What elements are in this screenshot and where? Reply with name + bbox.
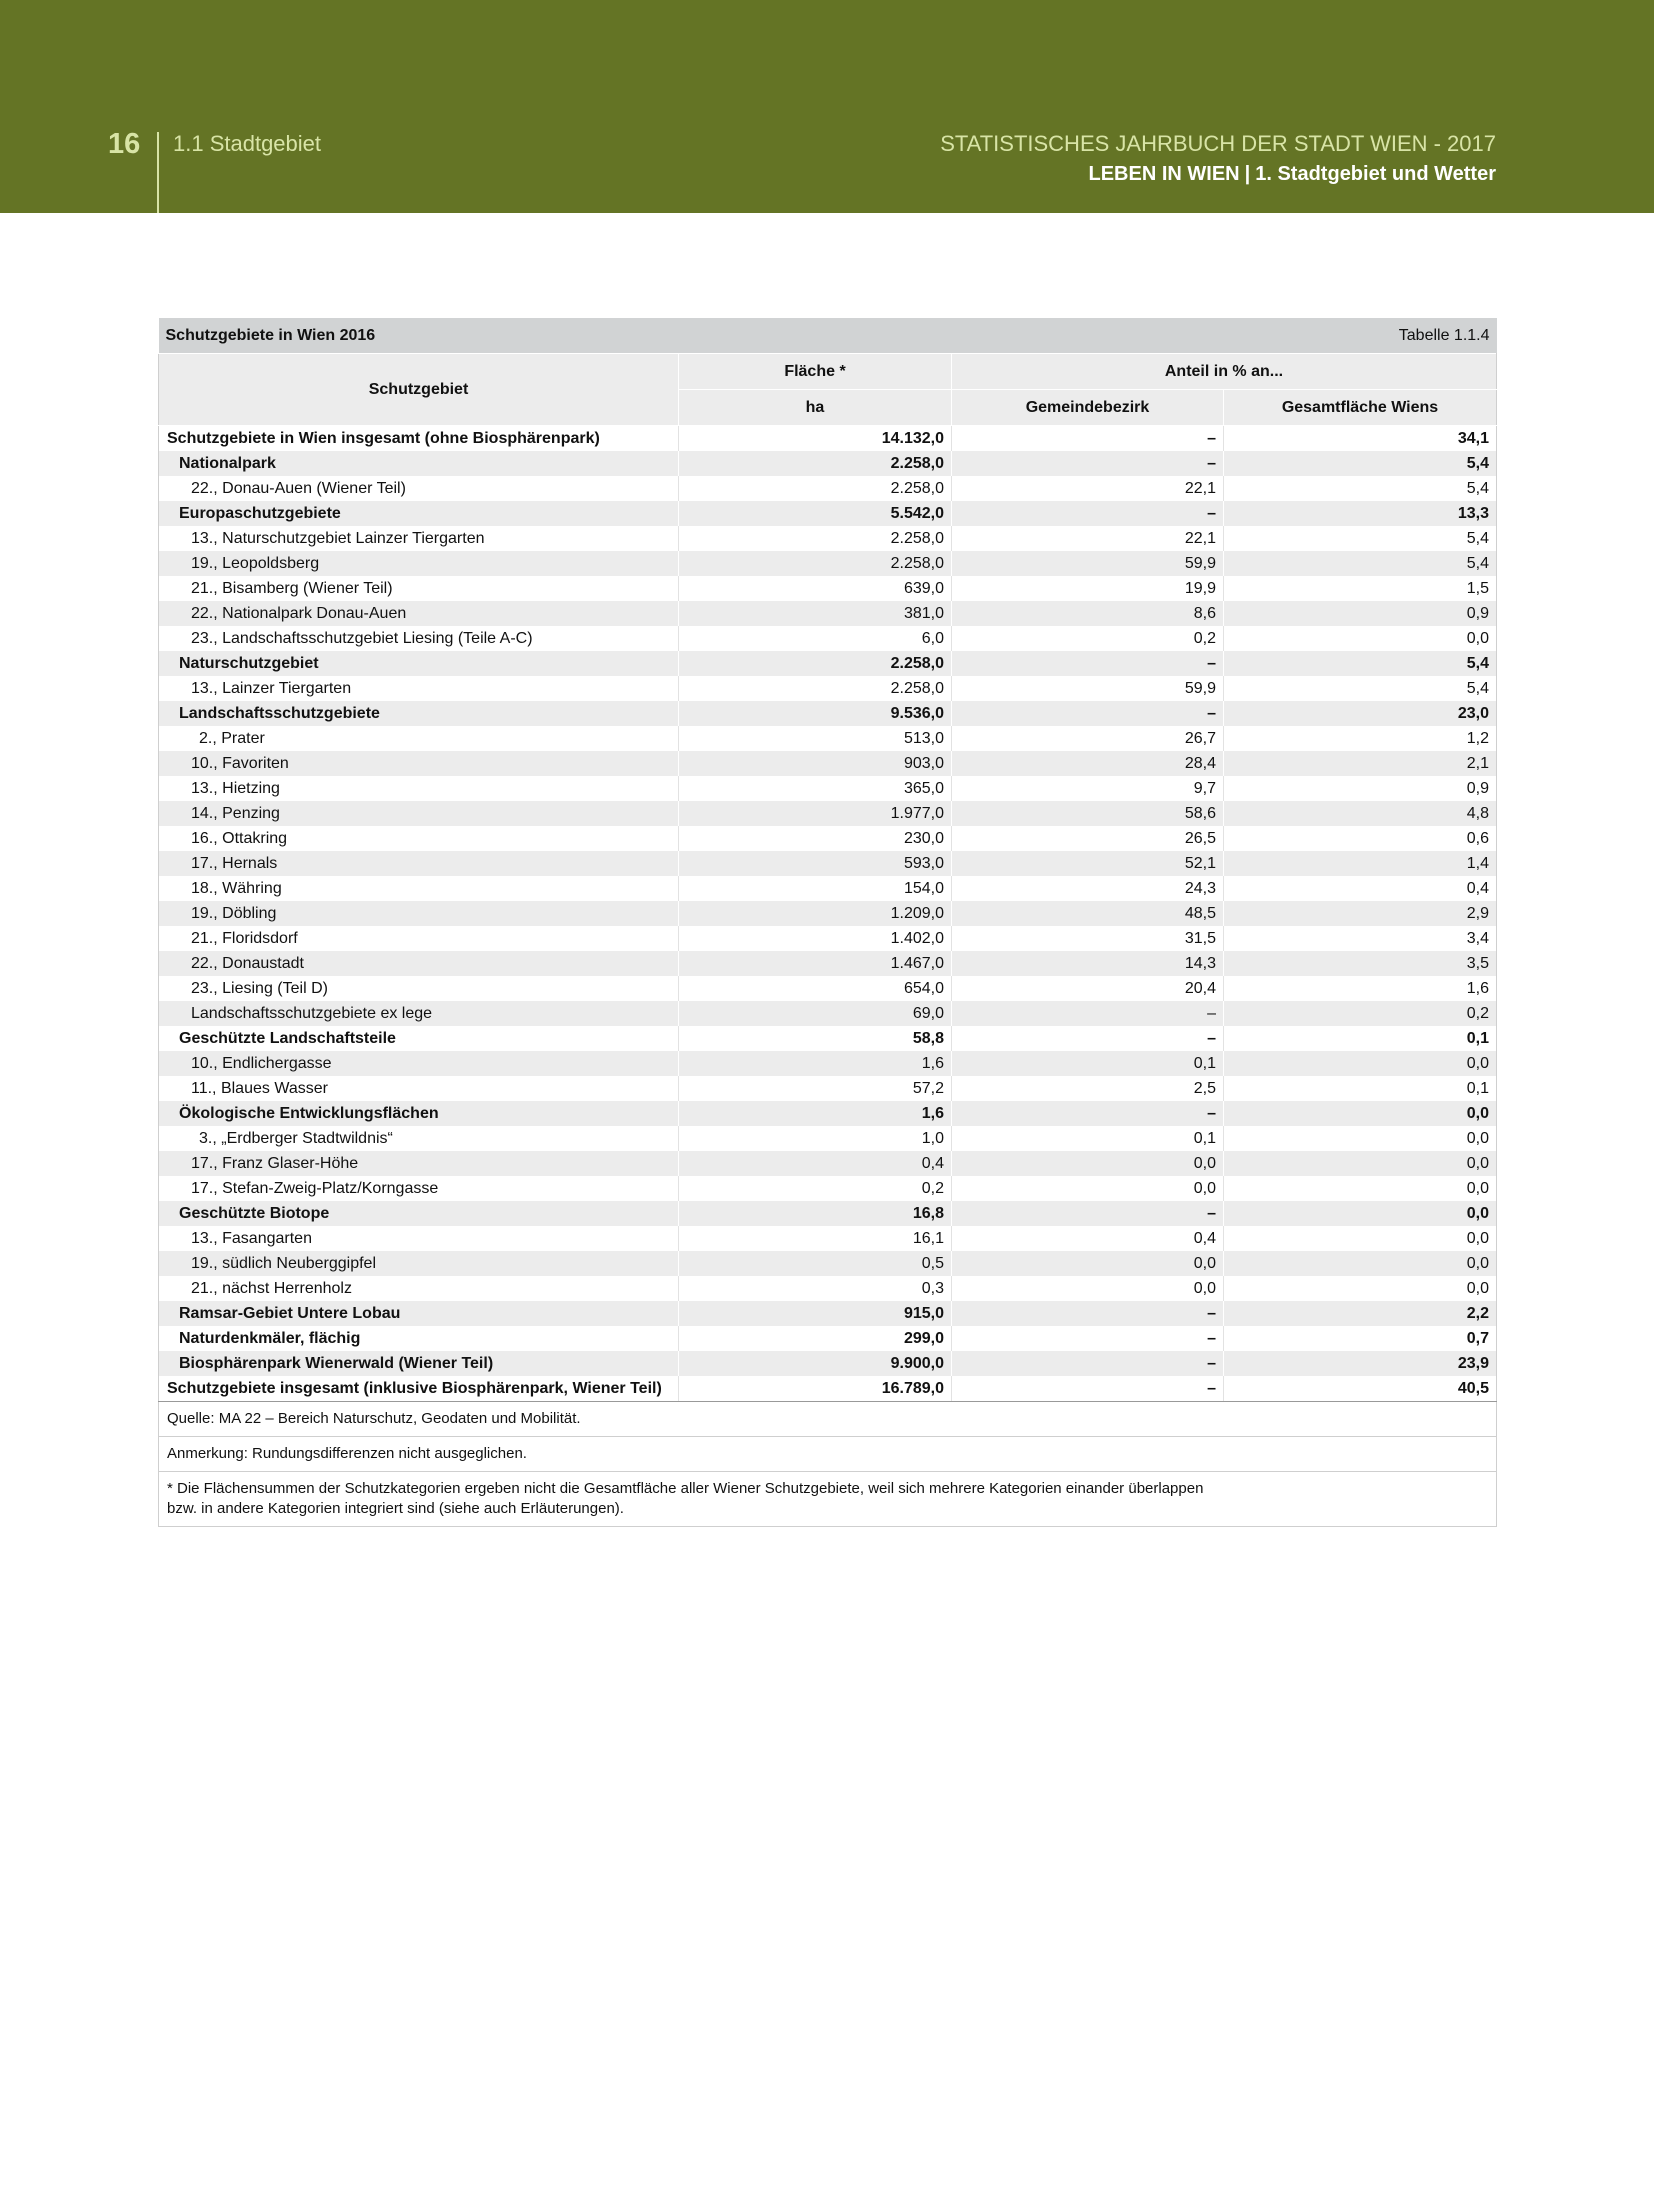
row-name: Naturschutzgebiet <box>159 651 679 676</box>
row-area: 9.900,0 <box>679 1351 952 1376</box>
table-title: Schutzgebiete in Wien 2016 <box>159 318 1224 354</box>
row-share-total: 0,1 <box>1224 1026 1497 1051</box>
row-share-total: 0,0 <box>1224 1051 1497 1076</box>
row-share-district: 22,1 <box>952 526 1224 551</box>
chapter-title <box>1089 163 1497 186</box>
row-name: 19., Döbling <box>159 901 679 926</box>
data-table <box>158 318 1497 1527</box>
row-name: 13., Fasangarten <box>159 1226 679 1251</box>
table-body <box>159 426 1497 1402</box>
row-share-total: 0,0 <box>1224 626 1497 651</box>
row-name: Schutzgebiete in Wien insgesamt (ohne Biosphärenpark) <box>159 426 679 452</box>
row-area: 9.536,0 <box>679 701 952 726</box>
row-name: 17., Hernals <box>159 851 679 876</box>
row-share-district: 59,9 <box>952 676 1224 701</box>
row-share-district: 0,1 <box>952 1051 1224 1076</box>
row-share-district: – <box>952 701 1224 726</box>
row-name: Geschützte Biotope <box>159 1201 679 1226</box>
table-row <box>159 1351 1497 1376</box>
table-row <box>159 451 1497 476</box>
row-share-district: – <box>952 1001 1224 1026</box>
row-name: 10., Favoriten <box>159 751 679 776</box>
row-share-district: 52,1 <box>952 851 1224 876</box>
row-share-total: 0,0 <box>1224 1126 1497 1151</box>
col-header-share-district: Gemeindebezirk <box>952 390 1224 426</box>
row-name: 22., Nationalpark Donau-Auen <box>159 601 679 626</box>
footnote-line-2: bzw. in andere Kategorien integriert sind (siehe auch Erläuterungen). <box>167 1500 624 1517</box>
row-area: 2.258,0 <box>679 551 952 576</box>
row-share-total: 5,4 <box>1224 651 1497 676</box>
row-area: 1,6 <box>679 1051 952 1076</box>
col-header-name: Schutzgebiet <box>159 354 679 426</box>
row-share-district: 26,5 <box>952 826 1224 851</box>
table-row <box>159 1251 1497 1276</box>
yearbook-title: STATISTISCHES JAHRBUCH DER STADT WIEN - 2017 <box>940 131 1496 156</box>
row-area: 16,8 <box>679 1201 952 1226</box>
row-area: 57,2 <box>679 1076 952 1101</box>
row-name: 21., nächst Herrenholz <box>159 1276 679 1301</box>
row-share-district: 0,2 <box>952 626 1224 651</box>
table-number: Tabelle 1.1.4 <box>1224 318 1497 354</box>
row-name: 10., Endlichergasse <box>159 1051 679 1076</box>
table-row <box>159 1276 1497 1301</box>
row-share-district: – <box>952 1301 1224 1326</box>
row-name: Schutzgebiete insgesamt (inklusive Biosphärenpark, Wiener Teil) <box>159 1376 679 1402</box>
row-area: 915,0 <box>679 1301 952 1326</box>
row-name: 11., Blaues Wasser <box>159 1076 679 1101</box>
table-row <box>159 1126 1497 1151</box>
row-share-total: 0,0 <box>1224 1226 1497 1251</box>
row-area: 903,0 <box>679 751 952 776</box>
row-area: 1.467,0 <box>679 951 952 976</box>
row-name: 21., Bisamberg (Wiener Teil) <box>159 576 679 601</box>
row-share-total: 1,5 <box>1224 576 1497 601</box>
table-row <box>159 476 1497 501</box>
row-area: 69,0 <box>679 1001 952 1026</box>
table-notes <box>159 1402 1497 1527</box>
table-row <box>159 976 1497 1001</box>
row-area: 6,0 <box>679 626 952 651</box>
row-share-total: 40,5 <box>1224 1376 1497 1402</box>
row-area: 2.258,0 <box>679 651 952 676</box>
table-row <box>159 776 1497 801</box>
table-row <box>159 1051 1497 1076</box>
row-area: 2.258,0 <box>679 451 952 476</box>
row-share-total: 3,4 <box>1224 926 1497 951</box>
row-name: 19., südlich Neuberggipfel <box>159 1251 679 1276</box>
table-row <box>159 876 1497 901</box>
table-row <box>159 1026 1497 1051</box>
table-row <box>159 751 1497 776</box>
row-name: Landschaftsschutzgebiete ex lege <box>159 1001 679 1026</box>
row-share-district: 19,9 <box>952 576 1224 601</box>
row-share-total: 2,9 <box>1224 901 1497 926</box>
row-share-total: 0,9 <box>1224 776 1497 801</box>
row-area: 2.258,0 <box>679 526 952 551</box>
header-divider <box>157 132 159 213</box>
table-row <box>159 701 1497 726</box>
row-area: 2.258,0 <box>679 476 952 501</box>
row-share-total: 3,5 <box>1224 951 1497 976</box>
row-area: 365,0 <box>679 776 952 801</box>
table-row <box>159 1226 1497 1251</box>
row-name: Nationalpark <box>159 451 679 476</box>
row-share-district: – <box>952 1326 1224 1351</box>
table-row <box>159 1176 1497 1201</box>
row-area: 16.789,0 <box>679 1376 952 1402</box>
row-share-total: 5,4 <box>1224 476 1497 501</box>
row-share-district: 2,5 <box>952 1076 1224 1101</box>
row-name: 23., Landschaftsschutzgebiet Liesing (Teile A-C) <box>159 626 679 651</box>
row-share-total: 2,1 <box>1224 751 1497 776</box>
row-name: 21., Floridsdorf <box>159 926 679 951</box>
row-share-total: 0,0 <box>1224 1276 1497 1301</box>
row-share-district: – <box>952 651 1224 676</box>
table-row <box>159 851 1497 876</box>
row-share-district: 26,7 <box>952 726 1224 751</box>
row-share-district: 58,6 <box>952 801 1224 826</box>
row-share-district: – <box>952 1026 1224 1051</box>
row-share-total: 0,2 <box>1224 1001 1497 1026</box>
row-share-total: 5,4 <box>1224 551 1497 576</box>
row-share-district: – <box>952 1101 1224 1126</box>
table-row <box>159 826 1497 851</box>
row-name: 17., Franz Glaser-Höhe <box>159 1151 679 1176</box>
row-share-total: 1,6 <box>1224 976 1497 1001</box>
row-share-total: 0,4 <box>1224 876 1497 901</box>
row-share-district: – <box>952 501 1224 526</box>
table-row <box>159 1326 1497 1351</box>
table-row <box>159 1001 1497 1026</box>
row-share-district: 24,3 <box>952 876 1224 901</box>
header-banner <box>0 0 1654 213</box>
row-share-district: 20,4 <box>952 976 1224 1001</box>
row-area: 0,2 <box>679 1176 952 1201</box>
row-share-total: 2,2 <box>1224 1301 1497 1326</box>
table-source: Quelle: MA 22 – Bereich Naturschutz, Geodaten und Mobilität. <box>159 1402 1497 1437</box>
row-share-total: 13,3 <box>1224 501 1497 526</box>
col-header-area-unit: ha <box>679 390 952 426</box>
row-name: 18., Währing <box>159 876 679 901</box>
row-area: 381,0 <box>679 601 952 626</box>
row-share-total: 34,1 <box>1224 426 1497 452</box>
table-row <box>159 1376 1497 1402</box>
row-area: 593,0 <box>679 851 952 876</box>
row-name: 13., Naturschutzgebiet Lainzer Tiergarten <box>159 526 679 551</box>
row-area: 1.402,0 <box>679 926 952 951</box>
table-row <box>159 576 1497 601</box>
table-row <box>159 801 1497 826</box>
row-share-district: 28,4 <box>952 751 1224 776</box>
row-share-district: 59,9 <box>952 551 1224 576</box>
row-name: 3., „Erdberger Stadtwildnis“ <box>159 1126 679 1151</box>
row-share-total: 23,9 <box>1224 1351 1497 1376</box>
row-name: 13., Lainzer Tiergarten <box>159 676 679 701</box>
row-area: 16,1 <box>679 1226 952 1251</box>
table-row <box>159 551 1497 576</box>
row-share-total: 0,0 <box>1224 1201 1497 1226</box>
row-share-total: 1,2 <box>1224 726 1497 751</box>
row-share-district: 48,5 <box>952 901 1224 926</box>
row-name: Ökologische Entwicklungsflächen <box>159 1101 679 1126</box>
header-row-1 <box>159 354 1497 390</box>
row-area: 154,0 <box>679 876 952 901</box>
row-share-district: 0,1 <box>952 1126 1224 1151</box>
row-share-district: – <box>952 451 1224 476</box>
row-share-total: 0,0 <box>1224 1151 1497 1176</box>
table-row <box>159 501 1497 526</box>
row-share-district: 0,4 <box>952 1226 1224 1251</box>
page-number: 16 <box>108 128 141 160</box>
row-name: 23., Liesing (Teil D) <box>159 976 679 1001</box>
table-row <box>159 601 1497 626</box>
row-name: Ramsar-Gebiet Untere Lobau <box>159 1301 679 1326</box>
row-share-total: 0,1 <box>1224 1076 1497 1101</box>
row-name: Landschaftsschutzgebiete <box>159 701 679 726</box>
table-row <box>159 1101 1497 1126</box>
table-row <box>159 526 1497 551</box>
row-share-total: 5,4 <box>1224 526 1497 551</box>
row-share-district: 22,1 <box>952 476 1224 501</box>
row-share-district: 0,0 <box>952 1176 1224 1201</box>
row-name: 14., Penzing <box>159 801 679 826</box>
row-share-total: 0,0 <box>1224 1101 1497 1126</box>
row-area: 513,0 <box>679 726 952 751</box>
row-share-total: 0,7 <box>1224 1326 1497 1351</box>
table-row <box>159 926 1497 951</box>
row-area: 1,6 <box>679 1101 952 1126</box>
row-name: 22., Donau-Auen (Wiener Teil) <box>159 476 679 501</box>
row-area: 1.209,0 <box>679 901 952 926</box>
table-title-row <box>159 318 1497 354</box>
chapter-left: LEBEN IN WIEN <box>1088 163 1240 185</box>
chapter-separator: | <box>1244 163 1251 185</box>
row-share-total: 4,8 <box>1224 801 1497 826</box>
row-name: 13., Hietzing <box>159 776 679 801</box>
row-area: 5.542,0 <box>679 501 952 526</box>
table-footnote <box>159 1472 1497 1527</box>
row-name: Geschützte Landschaftsteile <box>159 1026 679 1051</box>
table-row <box>159 1076 1497 1101</box>
row-name: 16., Ottakring <box>159 826 679 851</box>
row-share-district: – <box>952 1376 1224 1402</box>
table-row <box>159 726 1497 751</box>
row-area: 58,8 <box>679 1026 952 1051</box>
chapter-right: 1. Stadtgebiet und Wetter <box>1255 163 1496 185</box>
row-name: Naturdenkmäler, flächig <box>159 1326 679 1351</box>
protected-areas-table <box>158 318 1496 1527</box>
row-share-total: 1,4 <box>1224 851 1497 876</box>
table-row <box>159 1201 1497 1226</box>
row-share-district: 0,0 <box>952 1276 1224 1301</box>
row-area: 0,4 <box>679 1151 952 1176</box>
row-area: 654,0 <box>679 976 952 1001</box>
row-share-district: 14,3 <box>952 951 1224 976</box>
row-share-district: – <box>952 1351 1224 1376</box>
row-area: 14.132,0 <box>679 426 952 452</box>
row-share-district: 0,0 <box>952 1251 1224 1276</box>
row-share-district: 31,5 <box>952 926 1224 951</box>
table-row <box>159 626 1497 651</box>
row-area: 0,5 <box>679 1251 952 1276</box>
section-title: 1.1 Stadtgebiet <box>173 131 322 156</box>
row-name: Europaschutzgebiete <box>159 501 679 526</box>
table-row <box>159 676 1497 701</box>
row-area: 230,0 <box>679 826 952 851</box>
table-row <box>159 1301 1497 1326</box>
row-area: 299,0 <box>679 1326 952 1351</box>
row-share-total: 5,4 <box>1224 676 1497 701</box>
table-row <box>159 651 1497 676</box>
row-share-district: 8,6 <box>952 601 1224 626</box>
row-share-district: – <box>952 1201 1224 1226</box>
row-share-total: 5,4 <box>1224 451 1497 476</box>
row-area: 2.258,0 <box>679 676 952 701</box>
row-share-total: 0,0 <box>1224 1176 1497 1201</box>
col-header-area-group: Fläche * <box>679 354 952 390</box>
row-share-total: 0,6 <box>1224 826 1497 851</box>
table-remark: Anmerkung: Rundungsdifferenzen nicht ausgeglichen. <box>159 1437 1497 1472</box>
row-area: 0,3 <box>679 1276 952 1301</box>
table-row <box>159 1151 1497 1176</box>
row-share-district: – <box>952 426 1224 452</box>
row-area: 639,0 <box>679 576 952 601</box>
table-row <box>159 951 1497 976</box>
row-name: 17., Stefan-Zweig-Platz/Korngasse <box>159 1176 679 1201</box>
footnote-line-1: * Die Flächensummen der Schutzkategorien ergeben nicht die Gesamtfläche aller Wiener Schutzgebiete, weil sich mehrere Kategorien einander überlappen <box>167 1480 1204 1497</box>
row-share-district: 0,0 <box>952 1151 1224 1176</box>
col-header-share-total: Gesamtfläche Wiens <box>1224 390 1497 426</box>
row-name: 2., Prater <box>159 726 679 751</box>
row-name: 22., Donaustadt <box>159 951 679 976</box>
table-row <box>159 901 1497 926</box>
row-name: Biosphärenpark Wienerwald (Wiener Teil) <box>159 1351 679 1376</box>
col-header-share-group: Anteil in % an... <box>952 354 1497 390</box>
row-share-total: 23,0 <box>1224 701 1497 726</box>
row-share-total: 0,0 <box>1224 1251 1497 1276</box>
row-share-total: 0,9 <box>1224 601 1497 626</box>
row-name: 19., Leopoldsberg <box>159 551 679 576</box>
row-area: 1,0 <box>679 1126 952 1151</box>
table-row <box>159 426 1497 452</box>
row-share-district: 9,7 <box>952 776 1224 801</box>
row-area: 1.977,0 <box>679 801 952 826</box>
